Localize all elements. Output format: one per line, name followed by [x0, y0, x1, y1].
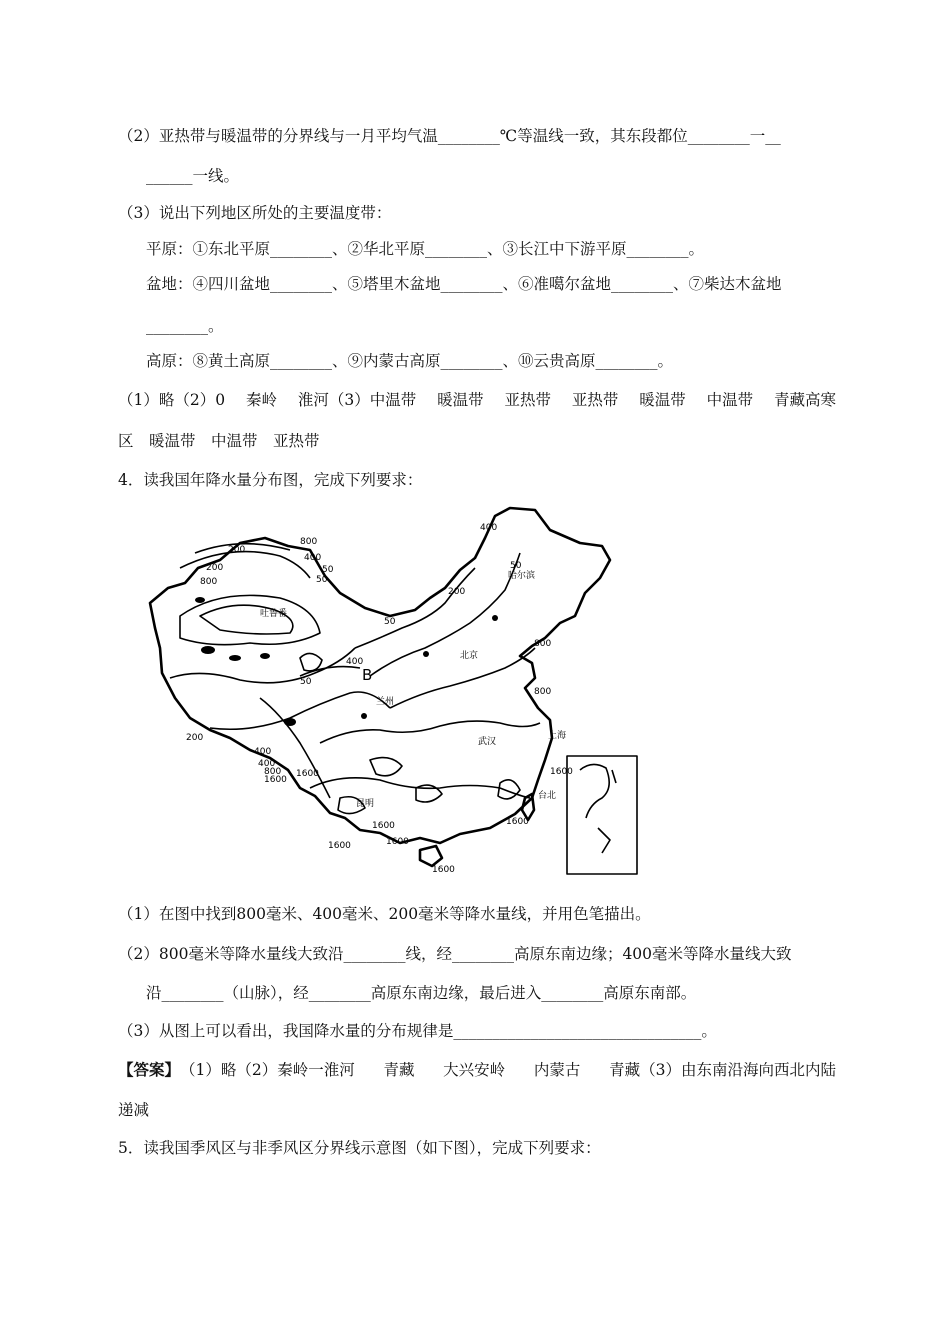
isoline-label: 50 [384, 617, 396, 627]
isoline-label: 50 [510, 561, 522, 571]
isoline-label: 1600 [264, 775, 287, 785]
isoline-label: 800 [534, 639, 552, 649]
isoline-label: 1600 [328, 841, 351, 851]
isoline-label: 400 [480, 523, 498, 533]
isoline-label: 400 [254, 747, 272, 757]
isoline-label: 400 [258, 759, 276, 769]
answer-part: 大兴安岭 [443, 1061, 506, 1079]
isoline-label: 200 [186, 733, 204, 743]
isoline-label: 800 [534, 687, 552, 697]
answer-part: 青藏 [383, 1061, 415, 1079]
answer-part: 内蒙古 [533, 1061, 581, 1079]
q3-basins-line1: 盆地：④四川盆地________、⑤塔里木盆地________、⑥准噶尔盆地________、⑦柴达木盆地 [146, 275, 782, 293]
q3-plateaus: 高原：⑧黄土高原________、⑨内蒙古高原________、⑩云贵高原________。 [146, 352, 674, 370]
isoline-label: 800 [264, 767, 282, 777]
q4-answer-line2: 递减 [118, 1101, 150, 1119]
q3-basins-line2: ________。 [146, 317, 224, 335]
city-label-wuhan: 武汉 [478, 737, 497, 747]
isoline-label: 50 [316, 575, 328, 585]
answer-part: 青藏高寒 [773, 391, 836, 409]
city-label-harbin: 哈尔滨 [508, 571, 536, 581]
isoline-label: 1600 [506, 817, 529, 827]
isoline-label: 200 [448, 587, 466, 597]
q4-title: 4．读我国年降水量分布图，完成下列要求： [118, 471, 423, 489]
answer-part: 淮河（3）中温带 [297, 391, 417, 409]
isoline-label: 800 [200, 577, 218, 587]
answer-label: 【答案】 [118, 1060, 181, 1079]
q4-sub2-line2: 沿________（山脉），经________高原东南边缘，最后进入________高原东南部。 [146, 984, 697, 1002]
q3-plains: 平原：①东北平原________、②华北平原________、③长江中下游平原________。 [146, 240, 705, 258]
isoline-label: 1600 [296, 769, 319, 779]
q3-sub3: （3）说出下列地区所处的主要温度带： [118, 204, 392, 222]
q3-sub2-line2: ______一线。 [146, 167, 240, 185]
answer-part: 亚热带 [571, 391, 619, 409]
city-label-kunming: 昆明 [356, 799, 375, 809]
city-label-turpan: 吐鲁番 [260, 609, 288, 619]
q4-answer-line1 [118, 1060, 836, 1080]
isoline-label: 50 [300, 677, 312, 687]
q3-answer-line2: 区 暖温带 中温带 亚热带 [118, 432, 320, 450]
answer-part: 青藏（3）由东南沿海向西北内陆 [609, 1061, 836, 1079]
answer-part: 暖温带 [437, 391, 484, 409]
isoline-label: 1600 [372, 821, 395, 831]
city-label-lanzhou: 兰州 [376, 697, 395, 707]
answer-part: 亚热带 [504, 391, 551, 409]
answer-part: 中温带 [706, 391, 754, 409]
city-label-taipei: 台北 [538, 791, 557, 801]
isoline-label: 400 [346, 657, 364, 667]
isoline-label: 400 [304, 553, 322, 563]
answer-part: （1）略（2）秦岭一淮河 [180, 1061, 355, 1079]
b-marker: B [362, 666, 373, 684]
answer-part: （1）略（2）0 [118, 391, 226, 409]
q5-title: 5．读我国季风区与非季风区分界线示意图（如下图），完成下列要求： [118, 1139, 601, 1157]
answer-part: 秦岭 [245, 391, 277, 409]
q4-sub1: （1）在图中找到800毫米、400毫米、200毫米等降水量线，并用色笔描出。 [118, 905, 651, 923]
city-label-beijing: 北京 [460, 651, 479, 661]
isoline-label: 1600 [386, 837, 409, 847]
q3-answer-line1 [118, 390, 836, 410]
isoline-label: 200 [206, 563, 224, 573]
hainan-island [420, 846, 442, 866]
q3-sub2-line1: （2）亚热带与暖温带的分界线与一月平均气温________℃等温线一致，其东段都位________一__ [118, 127, 781, 145]
q4-sub2-line1: （2）800毫米等降水量线大致沿________线，经________高原东南边缘；400毫米等降水量线大致 [118, 945, 792, 963]
isoline-label: 800 [300, 537, 318, 547]
isoline-label: 50 [322, 565, 334, 575]
q4-sub3: （3）从图上可以看出，我国降水量的分布规律是________________________________。 [118, 1022, 717, 1040]
isoline-label: 1600 [432, 865, 455, 875]
city-label-shanghai: 上海 [548, 731, 567, 741]
isoline-label: 1600 [550, 767, 573, 777]
answer-part: 暖温带 [639, 391, 686, 409]
isoline-label: 200 [228, 545, 246, 555]
precipitation-map [140, 498, 645, 880]
